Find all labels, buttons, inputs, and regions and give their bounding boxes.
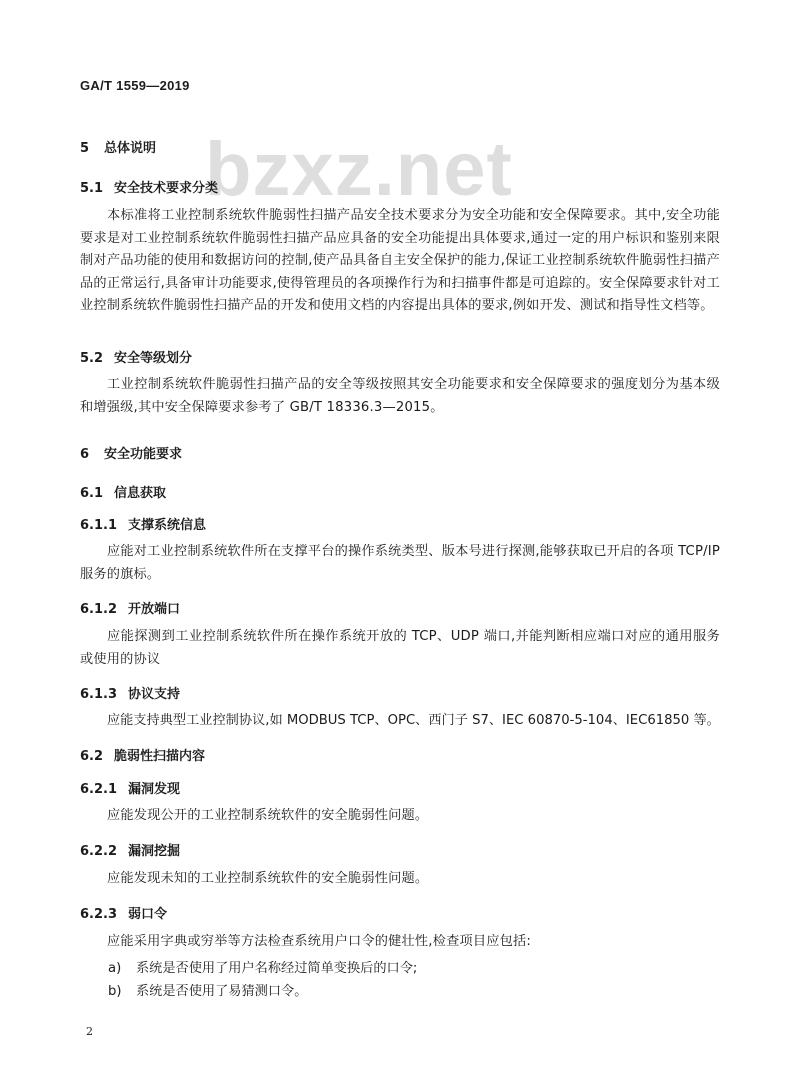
section-title: 漏洞发现 [128,782,181,797]
document-identifier: GA/T 1559—2019 [80,78,190,93]
paragraph-6-2-3: 应能采用字典或穷举等方法检查系统用户口令的健壮性,检查项目应包括: [107,934,532,949]
page-number: 2 [86,1025,93,1038]
list-item [108,957,417,976]
watermark: bzxz.net [205,127,513,212]
paragraph-6-2-1: 应能发现公开的工业控制系统软件的安全脆弱性问题。 [107,808,429,823]
section-heading-5-1 [80,177,218,196]
section-title: 安全等级划分 [114,351,193,366]
section-number: 6.1.2 [80,602,118,617]
section-number: 5.2 [80,351,104,366]
section-title: 支撑系统信息 [128,518,207,533]
paragraph-5-2: 工业控制系统软件脆弱性扫描产品的安全等级按照其安全功能要求和安全保障要求的强度划分为基本级和增强级,其中安全保障要求参考了 GB/T 18336.3—2015。 [80,377,720,415]
section-heading-6-2-2 [80,840,180,859]
section-title: 协议支持 [128,687,181,702]
section-title: 漏洞挖掘 [128,844,181,859]
section-heading-5-2 [80,347,192,366]
section-heading-6-1-2 [80,598,180,617]
section-title: 安全技术要求分类 [114,181,219,196]
paragraph-6-2-2: 应能发现未知的工业控制系统软件的安全脆弱性问题。 [107,871,429,886]
section-title: 弱口令 [128,907,168,922]
paragraph-6-1-2: 应能探测到工业控制系统软件所在操作系统开放的 TCP、UDP 端口,并能判断相应端口对应的通用服务或使用的协议 [80,629,720,667]
section-heading-6 [80,443,182,462]
section-title: 总体说明 [104,141,157,156]
section-title: 信息获取 [114,486,167,501]
section-title: 开放端口 [128,602,181,617]
section-number: 6.1.1 [80,518,118,533]
section-heading-6-1-3 [80,683,180,702]
section-heading-6-2-3 [80,903,167,922]
section-number: 6.1 [80,486,104,501]
section-heading-5 [80,137,156,156]
section-number: 5.1 [80,181,104,196]
section-heading-6-2-1 [80,778,180,797]
section-title: 脆弱性扫描内容 [114,749,206,764]
list-text: 系统是否使用了用户名称经过简单变换后的口令; [136,961,418,976]
section-title: 安全功能要求 [104,447,183,462]
list-text: 系统是否使用了易猜测口令。 [136,984,308,999]
section-number: 6.2.3 [80,907,118,922]
list-marker: a) [108,961,122,976]
paragraph-6-1-1: 应能对工业控制系统软件所在支撑平台的操作系统类型、版本号进行探测,能够获取已开启的各项 TCP/IP 服务的旗标。 [80,544,720,582]
section-number: 6.2 [80,749,104,764]
list-marker: b) [108,984,122,999]
section-heading-6-1-1 [80,514,206,533]
section-number: 6.2.1 [80,782,118,797]
section-number: 6.2.2 [80,844,118,859]
section-number: 6.1.3 [80,687,118,702]
paragraph-6-1-3: 应能支持典型工业控制协议,如 MODBUS TCP、OPC、西门子 S7、IEC 60870-5-104、IEC61850 等。 [107,713,720,728]
section-heading-6-2 [80,745,205,764]
section-number: 5 [80,141,90,156]
section-number: 6 [80,447,90,462]
paragraph-5-1: 本标准将工业控制系统软件脆弱性扫描产品安全技术要求分为安全功能和安全保障要求。其中,安全功能要求是对工业控制系统软件脆弱性扫描产品应具备的安全功能提出具体要求,通过一定的用户标识和鉴别来限制对产品功能的使用和数据访问的控制,使产品具备自主安全保护的能力,保证工业控制系统软件脆弱性扫描产品的正常运行,具备审计功能要求,使得管理员的各项操作行为和扫描事件都是可追踪的。安全保障要求针对工业控制系统软件脆弱性扫描产品的开发和使用文档的内容提出具体的要求,例如开发、测试和指导性文档等。 [80,208,720,313]
section-heading-6-1 [80,482,166,501]
list-item [108,980,307,999]
